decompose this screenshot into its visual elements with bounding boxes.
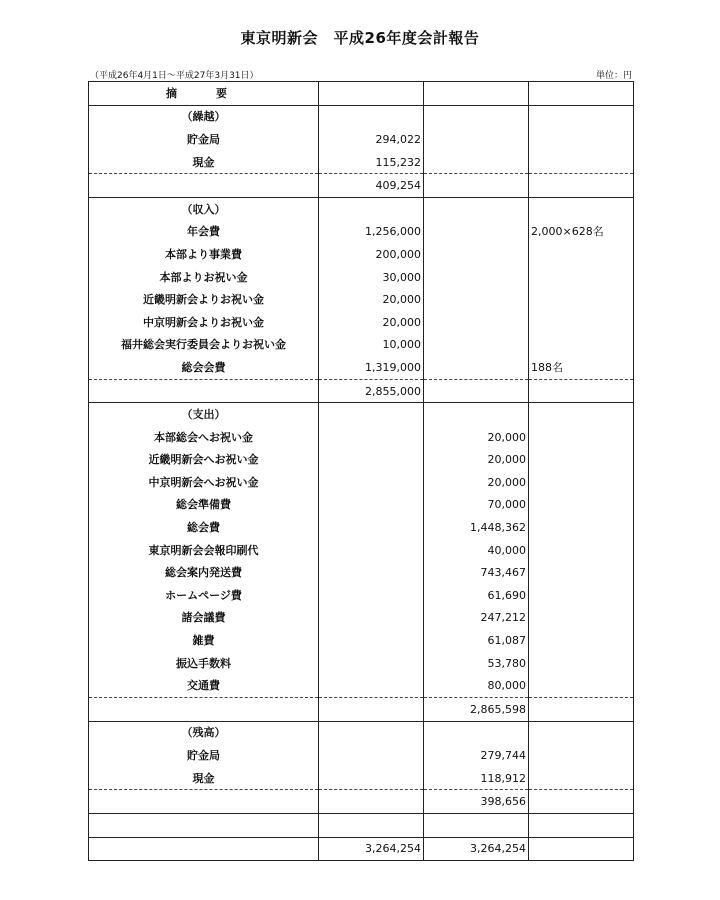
income-amount: 1,256,000 xyxy=(319,221,424,244)
table-row xyxy=(89,128,634,151)
table-row xyxy=(89,288,634,311)
expense-total: 2,865,598 xyxy=(424,698,529,722)
currency-unit: 単位：円 xyxy=(595,71,632,81)
item-label: 本部より事業費 xyxy=(89,243,319,266)
item-label: 東京明新会会報印刷代 xyxy=(89,539,319,562)
expense-amount: 279,744 xyxy=(424,744,529,767)
expense-amount: 20,000 xyxy=(424,449,529,472)
table-row xyxy=(89,221,634,244)
income-amount: 20,000 xyxy=(319,311,424,334)
item-label: 交通費 xyxy=(89,674,319,697)
expense-amount: 118,912 xyxy=(424,767,529,790)
grand-total-expense: 3,264,254 xyxy=(424,837,529,861)
item-note: 188名 xyxy=(529,356,634,379)
expense-amount: 743,467 xyxy=(424,561,529,584)
table-row xyxy=(89,516,634,539)
item-label: 現金 xyxy=(89,767,319,790)
item-label: 近畿明新会へお祝い金 xyxy=(89,449,319,472)
accounting-table xyxy=(88,81,634,861)
income-amount: 30,000 xyxy=(319,266,424,289)
table-row xyxy=(89,629,634,652)
empty-cell xyxy=(529,82,634,106)
item-note: 2,000×628名 xyxy=(529,221,634,244)
empty-cell xyxy=(424,82,529,106)
report-title: 東京明新会 平成26年度会計報告 xyxy=(240,29,480,47)
table-row xyxy=(89,584,634,607)
item-label: 総会会費 xyxy=(89,356,319,379)
table-row xyxy=(89,266,634,289)
grand-total-row xyxy=(89,837,634,861)
income-amount: 200,000 xyxy=(319,243,424,266)
expense-amount: 20,000 xyxy=(424,426,529,449)
table-row xyxy=(89,744,634,767)
item-label: 本部よりお祝い金 xyxy=(89,266,319,289)
item-label: 総会費 xyxy=(89,516,319,539)
income-amount: 115,232 xyxy=(319,151,424,174)
section-heading-row xyxy=(89,197,634,220)
table-row xyxy=(89,449,634,472)
expense-amount: 1,448,362 xyxy=(424,516,529,539)
item-label: 中京明新会よりお祝い金 xyxy=(89,311,319,334)
expense-amount: 20,000 xyxy=(424,471,529,494)
item-label: 年会費 xyxy=(89,221,319,244)
expense-amount: 70,000 xyxy=(424,494,529,517)
section-heading-row xyxy=(89,403,634,426)
expense-amount: 80,000 xyxy=(424,674,529,697)
spacer-row xyxy=(89,814,634,838)
subtotal-row xyxy=(89,174,634,198)
item-label: 福井総会実行委員会よりお祝い金 xyxy=(89,334,319,357)
section-heading-row xyxy=(89,105,634,128)
fiscal-period: （平成26年4月1日～平成27年3月31日） xyxy=(90,71,259,81)
item-label: 雑費 xyxy=(89,629,319,652)
table-row xyxy=(89,494,634,517)
table-row xyxy=(89,607,634,630)
income-amount: 10,000 xyxy=(319,334,424,357)
section-heading-income: （収入） xyxy=(89,197,319,220)
table-row xyxy=(89,151,634,174)
expense-amount: 61,087 xyxy=(424,629,529,652)
expense-amount: 61,690 xyxy=(424,584,529,607)
balance-total: 398,656 xyxy=(424,790,529,814)
item-label: 現金 xyxy=(89,151,319,174)
table-row xyxy=(89,767,634,790)
item-label: 振込手数料 xyxy=(89,652,319,675)
item-label: 中京明新会へお祝い金 xyxy=(89,471,319,494)
table-row xyxy=(89,561,634,584)
table-row xyxy=(89,243,634,266)
section-heading-balance: （残高） xyxy=(89,721,319,744)
table-row xyxy=(89,311,634,334)
table-row xyxy=(89,356,634,379)
section-heading-carryover: （繰越） xyxy=(89,105,319,128)
section-heading-expense: （支出） xyxy=(89,403,319,426)
header-row xyxy=(89,82,634,106)
expense-amount: 53,780 xyxy=(424,652,529,675)
empty-cell xyxy=(319,82,424,106)
income-amount: 294,022 xyxy=(319,128,424,151)
income-amount: 1,319,000 xyxy=(319,356,424,379)
income-amount: 20,000 xyxy=(319,288,424,311)
item-label: 本部総会へお祝い金 xyxy=(89,426,319,449)
expense-amount: 40,000 xyxy=(424,539,529,562)
expense-amount: 247,212 xyxy=(424,607,529,630)
subtotal-row xyxy=(89,790,634,814)
table-row xyxy=(89,674,634,697)
subtotal-row xyxy=(89,379,634,403)
item-label: 貯金局 xyxy=(89,128,319,151)
item-label: 総会準備費 xyxy=(89,494,319,517)
item-label: 近畿明新会よりお祝い金 xyxy=(89,288,319,311)
grand-total-income: 3,264,254 xyxy=(319,837,424,861)
table-row xyxy=(89,471,634,494)
carryover-total: 409,254 xyxy=(319,174,424,198)
header-cell: 摘 要 xyxy=(89,82,319,106)
table-row xyxy=(89,539,634,562)
subtotal-row xyxy=(89,698,634,722)
item-label: 貯金局 xyxy=(89,744,319,767)
table-row xyxy=(89,334,634,357)
table-row xyxy=(89,426,634,449)
income-total: 2,855,000 xyxy=(319,379,424,403)
table-row xyxy=(89,652,634,675)
item-label: 総会案内発送費 xyxy=(89,561,319,584)
item-label: ホームページ費 xyxy=(89,584,319,607)
item-label: 諸会議費 xyxy=(89,607,319,630)
section-heading-row xyxy=(89,721,634,744)
